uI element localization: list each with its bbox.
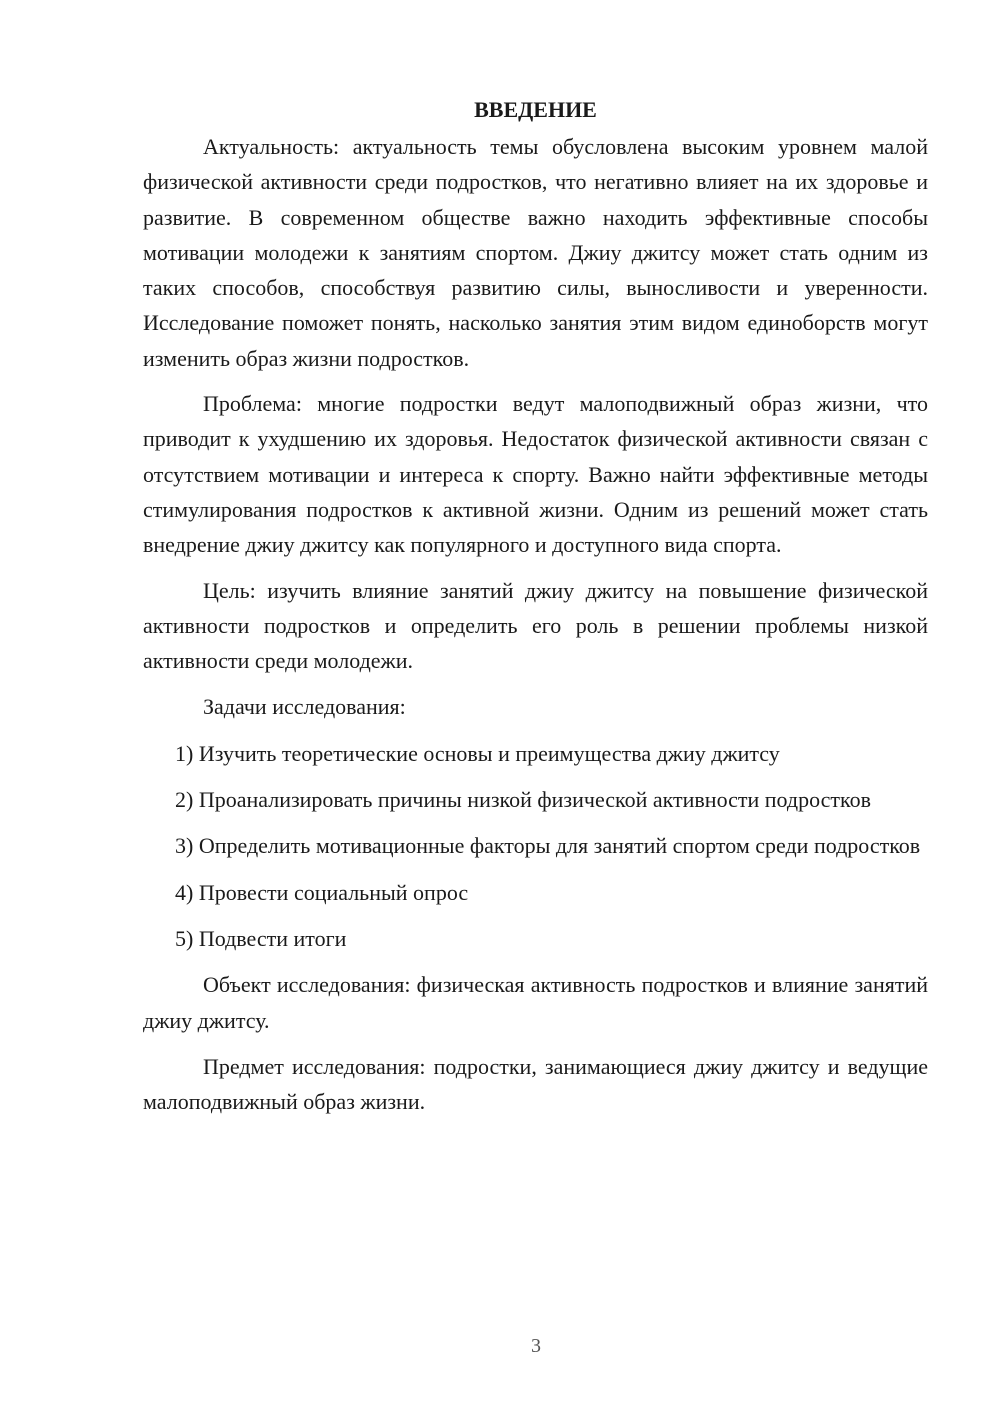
page-number: 3 xyxy=(531,1335,541,1357)
section-heading: ВВЕДЕНИЕ xyxy=(474,97,597,122)
task-item: 3) Определить мотивационные факторы для занятий спортом среди подростков xyxy=(175,833,921,859)
goal-paragraph: Цель: изучить влияние занятий джиу джитсу на повышение физической активности подростков и определить его роль в решении проблемы низкой активности среди молодежи. xyxy=(143,577,928,674)
relevance-paragraph: Актуальность: актуальность темы обусловлена высоким уровнем малой физической активности среди подростков, что негативно влияет на их здоровье и развитие. В современном обществе важно находить эффективные способы мотивации молодежи к занятиям спортом. Джиу джитсу может стать одним из таких способов, способствуя развитию силы, выносливости и уверенности. Исследование поможет понять, насколько занятия этим видом единоборств могут изменить образ жизни подростков. xyxy=(143,134,928,371)
problem-paragraph: Проблема: многие подростки ведут малоподвижный образ жизни, что приводит к ухудшению их здоровья. Недостаток физической активности связан с отсутствием мотивации и интереса к спорту. Важно найти эффективные методы стимулирования подростков к активной жизни. Одним из решений может стать внедрение джиу джитсу как популярного и доступного вида спорта. xyxy=(143,391,928,558)
task-item: 2) Проанализировать причины низкой физической активности подростков xyxy=(175,787,871,813)
page-content xyxy=(143,95,928,1119)
task-item: 5) Подвести итоги xyxy=(175,925,347,951)
subject-paragraph: Предмет исследования: подростки, занимающиеся джиу джитсу и ведущие малоподвижный образ жизни. xyxy=(143,1053,928,1115)
task-item: 4) Провести социальный опрос xyxy=(175,879,469,905)
task-item: 1) Изучить теоретические основы и преимущества джиу джитсу xyxy=(175,740,780,766)
object-paragraph: Объект исследования: физическая активность подростков и влияние занятий джиу джитсу. xyxy=(143,972,928,1033)
tasks-title: Задачи исследования: xyxy=(203,694,406,720)
